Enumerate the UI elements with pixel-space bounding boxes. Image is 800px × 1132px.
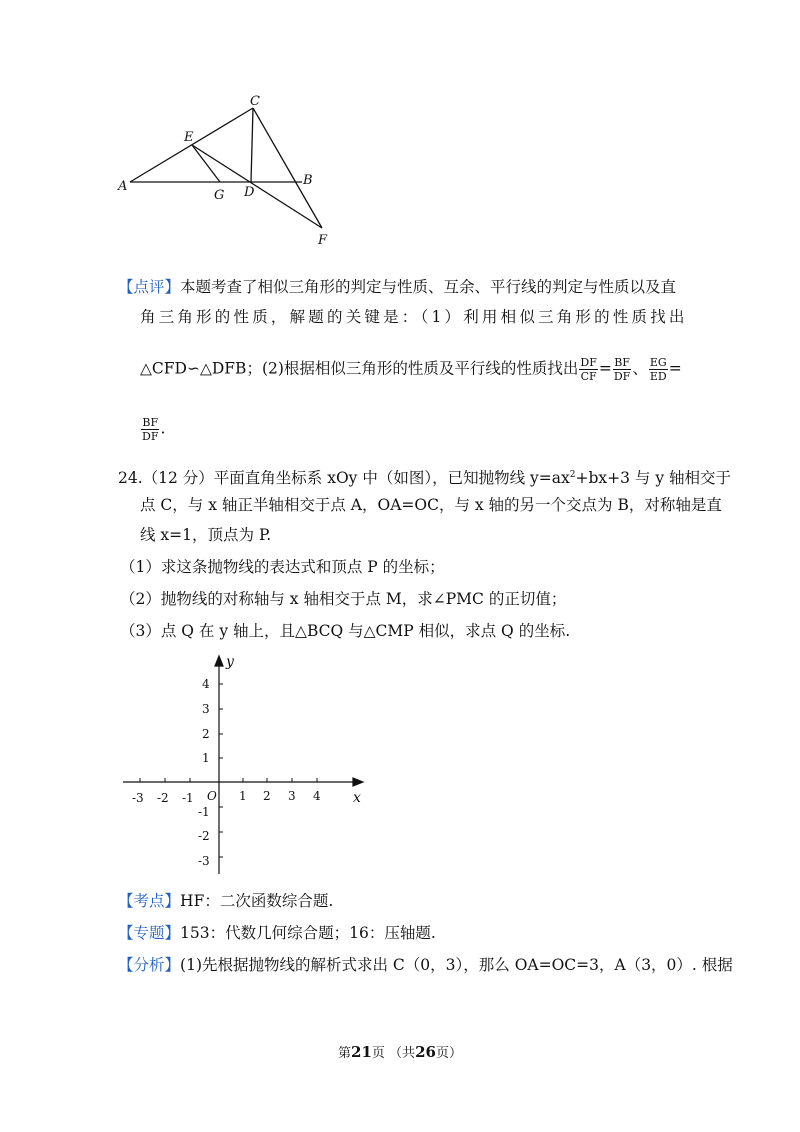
question-line-1: 24.（12 分）平面直角坐标系 xOy 中（如图），已知抛物线 $y=ax^2+bx+3$ 与 y 轴相交于 [118, 469, 732, 488]
page-footer: 第21页 （共26页） [338, 1043, 462, 1061]
question-sub-2: （2）抛物线的对称轴与 x 轴相交于点 M，求∠PMC 的正切值； [120, 590, 567, 608]
y-tick-label: 2 [202, 727, 210, 741]
question-sub-1: （1）求这条抛物线的表达式和顶点 P 的坐标； [120, 558, 445, 576]
x-tick-label: -2 [157, 791, 169, 805]
y-tick-label: 4 [202, 677, 210, 691]
total-pages: 26 [415, 1043, 436, 1061]
x-tick-label: 2 [263, 789, 271, 803]
question-sub-3: （3）点 Q 在 y 轴上，且△BCQ 与△CMP 相似，求点 Q 的坐标. [120, 622, 571, 640]
question-line-2: 点 C，与 x 轴正半轴相交于点 A，OA=OC，与 x 轴的另一个交点为 B，对称轴是直 [140, 496, 722, 514]
review-line-1: 【点评】本题考查了相似三角形的判定与性质、互余、平行线的判定与性质以及直 [118, 278, 677, 296]
segment-ac [130, 108, 253, 182]
y-tick-label: -1 [198, 805, 210, 819]
x-tick-label: 4 [313, 789, 321, 803]
review-line-2: 角三角形的性质，解题的关键是：（1）利用相似三角形的性质找出 [140, 308, 688, 326]
x-axis-label: x [353, 790, 361, 806]
review-line-4: $\frac{BF}{DF}$ . [142, 416, 166, 443]
label-d: D [244, 185, 255, 200]
fenxi-line: 【分析】(1)先根据抛物线的解析式求出 C（0，3），那么 OA=OC=3，A（3，0）. 根据 [118, 956, 733, 974]
segment-cf [253, 108, 322, 228]
kaodian-tag: 【考点】 [118, 892, 181, 910]
x-axis-arrow [353, 778, 363, 786]
y-tick-label: 1 [202, 751, 210, 765]
question-line-3: 线 x=1，顶点为 P. [140, 526, 272, 544]
label-a: A [118, 179, 128, 194]
y-tick-label: -2 [198, 829, 210, 843]
x-tick-label: 1 [239, 789, 247, 803]
triangle-figure [110, 90, 350, 250]
x-tick-label: -1 [182, 791, 194, 805]
kaodian-line: 【考点】HF：二次函数综合题. [118, 892, 334, 910]
label-b: B [303, 173, 313, 188]
y-tick-label: -3 [198, 854, 210, 868]
y-tick-label: 3 [202, 702, 210, 716]
label-g: G [214, 188, 225, 203]
segment-cd [251, 108, 253, 182]
label-f: F [318, 233, 328, 248]
x-tick-label: -3 [132, 791, 144, 805]
current-page: 21 [351, 1043, 372, 1061]
origin-label: O [207, 789, 217, 803]
y-axis-label: y [226, 654, 234, 670]
zhuanti-line: 【专题】153：代数几何综合题；16：压轴题. [118, 924, 436, 942]
review-line-3: △CFD∽△DFB；(2)根据相似三角形的性质及平行线的性质找出 $\frac{DF}{CF}$ = $\frac{BF}{DF}$ 、 $\frac{EG}{ED}$ = [140, 356, 682, 383]
label-c: C [250, 94, 260, 109]
fraction-bf-df-2: $\frac{BF}{DF}$ [142, 416, 159, 443]
segment-eg [192, 145, 220, 182]
fraction-df-cf: $\frac{DF}{CF}$ [580, 356, 597, 383]
y-axis-arrow [215, 656, 223, 666]
zhuanti-tag: 【专题】 [118, 924, 181, 942]
fraction-bf-df: $\frac{BF}{DF}$ [613, 356, 631, 383]
label-e: E [184, 130, 194, 145]
coordinate-axes [115, 650, 375, 880]
x-tick-label: 3 [288, 789, 296, 803]
fraction-eg-ed: $\frac{EG}{ED}$ [649, 356, 667, 383]
review-tag: 【点评】 [118, 278, 181, 296]
fenxi-tag: 【分析】 [118, 956, 181, 974]
